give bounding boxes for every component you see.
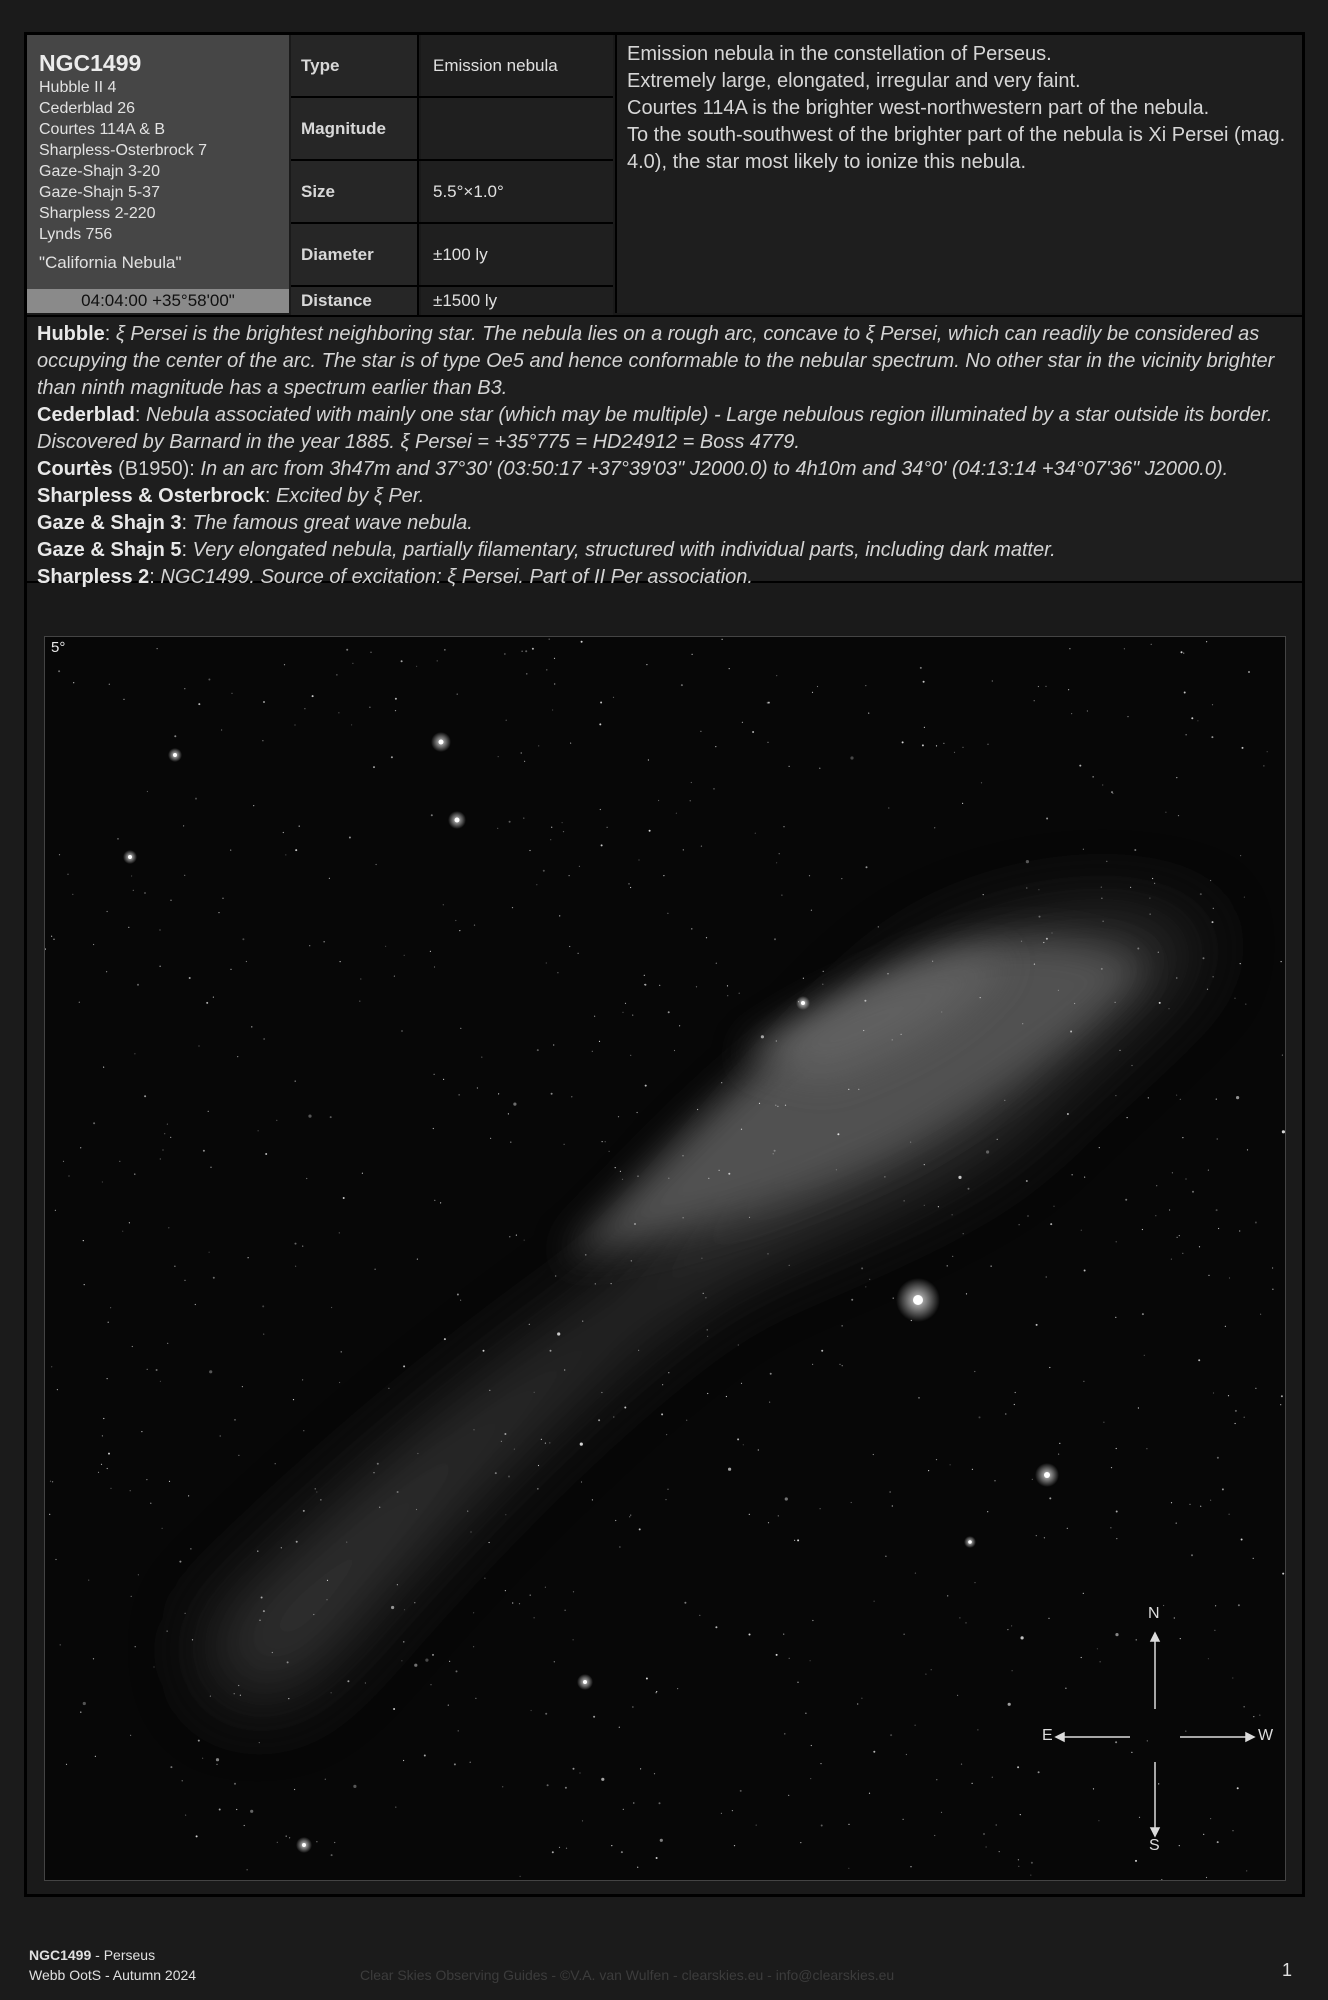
coordinates: 04:04:00 +35°58'00" [27, 289, 289, 313]
property-value: ±100 ly [421, 224, 613, 285]
properties-table [291, 35, 613, 315]
alias-item: Sharpless-Osterbrock 7 [39, 142, 208, 159]
property-value: 5.5°×1.0° [421, 161, 613, 222]
alias-item: Courtes 114A & B [39, 121, 165, 138]
property-label: Distance [291, 287, 419, 315]
fov-label: 5° [51, 639, 66, 656]
note-entry: Sharpless 2: NGC1499. Source of excitation: ξ Persei. Part of II Per association. [37, 566, 753, 588]
footer-object [29, 1947, 155, 1963]
nebula-image [45, 637, 1285, 1880]
note-entry: Hubble: ξ Persei is the brightest neighboring star. The nebula lies on a rough arc, concave to ξ Persei, which can readily be considered as occupying the center of the arc. The star is of type Oe5 and hence conformable to the nebular spectrum. No other star in the vicinity brighter than ninth magnitude has a spectrum earlier than B3. [37, 323, 1275, 399]
description-line: Courtes 114A is the brighter west-northwestern part of the nebula. [627, 97, 1210, 119]
note-source: Hubble [37, 323, 105, 345]
note-entry: Gaze & Shajn 3: The famous great wave nebula. [37, 512, 473, 534]
note-entry: Cederblad: Nebula associated with mainly one star (which may be multiple) - Large nebulous region illuminated by a star outside its border. Discovered by Barnard in the year 1885. ξ Persei = +35°775 = HD24912 = Boss 4779. [37, 404, 1273, 453]
compass-north-label: N [1148, 1605, 1160, 1622]
note-entry: Courtès (B1950): In an arc from 3h47m and 37°30' (03:50:17 +37°39'03" J2000.0) to 4h10m and 34°0' (04:13:14 +34°07'36" J2000.0). [37, 458, 1229, 480]
property-row-distance [291, 287, 613, 315]
footer-guide: Webb OotS - Autumn 2024 [29, 1967, 197, 1983]
property-value [421, 98, 613, 159]
alias-item: Cederblad 26 [39, 100, 136, 117]
object-name-cell [27, 35, 289, 289]
object-nickname: "California Nebula" [39, 253, 182, 272]
page-number: 1 [1282, 1960, 1293, 1980]
historical-notes [27, 315, 1302, 588]
footer-constellation: - Perseus [91, 1947, 156, 1963]
compass-west-label: W [1258, 1727, 1274, 1744]
note-source: Cederblad [37, 404, 135, 426]
alias-item: Gaze-Shajn 3-20 [39, 163, 160, 180]
header-table [27, 35, 1302, 315]
note-text: Very elongated nebula, partially filamentary, structured with individual parts, including dark matter. [192, 539, 1056, 561]
sky-photo [44, 636, 1286, 1881]
note-text: Nebula associated with mainly one star (which may be multiple) - Large nebulous region illuminated by a star outside its border. Discovered by Barnard in the year 1885. ξ Persei = +35°775 = HD24912 = Boss 4779. [37, 404, 1273, 453]
alias-list [39, 77, 277, 245]
alias-item: Hubble II 4 [39, 79, 117, 96]
note-source: Gaze & Shajn 5 [37, 539, 182, 561]
note-text: In an arc from 3h47m and 37°30' (03:50:17 +37°39'03" J2000.0) to 4h10m and 34°0' (04:13:14 +34°07'36" J2000.0). [200, 458, 1229, 480]
note-source: Courtès [37, 458, 113, 480]
alias-item: Sharpless 2-220 [39, 205, 156, 222]
page-frame [24, 32, 1305, 1897]
note-qualifier: (B1950) [112, 458, 190, 480]
property-row-magnitude [291, 98, 613, 161]
footer-object-name: NGC1499 [29, 1947, 92, 1963]
object-name: NGC1499 [39, 50, 142, 76]
note-entry: Sharpless & Osterbrock: Excited by ξ Per. [37, 485, 425, 507]
property-row-diameter [291, 224, 613, 287]
property-label: Size [291, 161, 419, 222]
property-label: Type [291, 35, 419, 96]
description [615, 35, 1302, 313]
description-line: Emission nebula in the constellation of Perseus. [627, 43, 1052, 65]
compass-east-label: E [1042, 1727, 1053, 1744]
note-entry: Gaze & Shajn 5: Very elongated nebula, partially filamentary, structured with individual parts, including dark matter. [37, 539, 1056, 561]
property-row-size [291, 161, 613, 224]
note-text: The famous great wave nebula. [192, 512, 473, 534]
alias-item: Gaze-Shajn 5-37 [39, 184, 160, 201]
description-line: To the south-southwest of the brighter part of the nebula is Xi Persei (mag. 4.0), the star most likely to ionize this nebula. [627, 124, 1286, 173]
footer-credit: Clear Skies Observing Guides - ©V.A. van Wulfen - clearskies.eu - info@clearskies.eu [360, 1967, 895, 1983]
note-text: ξ Persei is the brightest neighboring star. The nebula lies on a rough arc, concave to ξ Persei, which can readily be considered as occupying the center of the arc. The star is of type Oe5 and hence conformable to the nebular spectrum. No other star in the vicinity brighter than ninth magnitude has a spectrum earlier than B3. [37, 323, 1275, 399]
property-label: Magnitude [291, 98, 419, 159]
description-line: Extremely large, elongated, irregular and very faint. [627, 70, 1081, 92]
alias-item: Lynds 756 [39, 226, 113, 243]
note-source: Sharpless & Osterbrock [37, 485, 265, 507]
compass-south-label: S [1149, 1837, 1160, 1854]
property-label: Diameter [291, 224, 419, 285]
property-value: ±1500 ly [421, 287, 613, 315]
note-source: Sharpless 2 [37, 566, 150, 588]
note-text: NGC1499. Source of excitation: ξ Persei. Part of II Per association. [160, 566, 753, 588]
property-row-type [291, 35, 613, 98]
note-source: Gaze & Shajn 3 [37, 512, 182, 534]
note-text: Excited by ξ Per. [276, 485, 425, 507]
property-value: Emission nebula [421, 35, 613, 96]
